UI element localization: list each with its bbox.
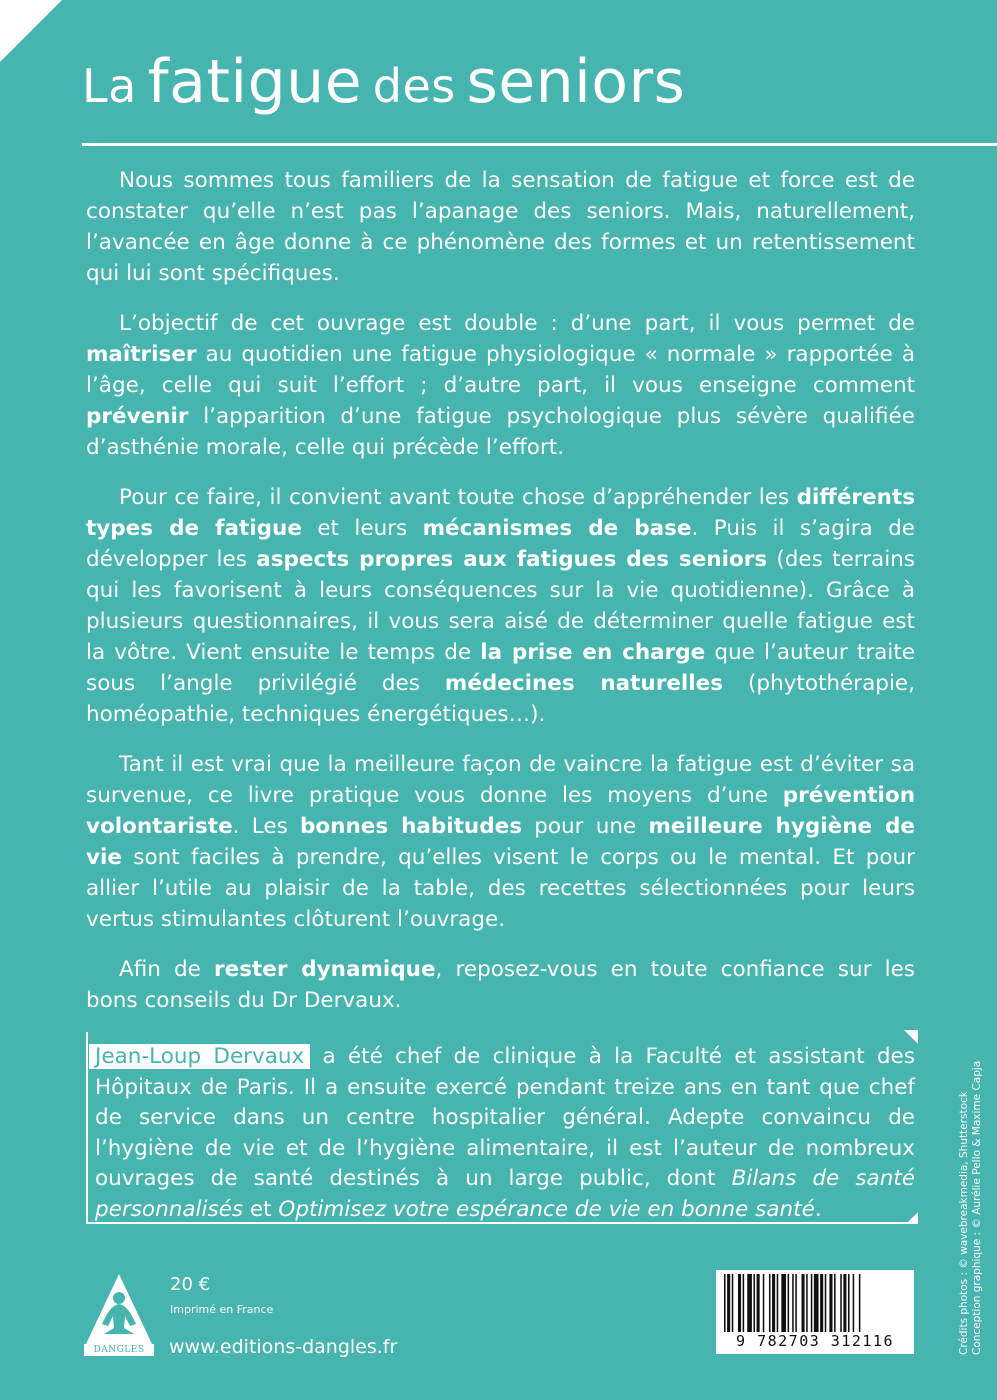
bio-book-1: Bilans de santé personnalisés bbox=[95, 1166, 916, 1222]
emphasis-text: meilleure hygiène de vie bbox=[86, 814, 915, 870]
barcode-bar bbox=[820, 1274, 823, 1336]
barcode-bar bbox=[859, 1274, 861, 1336]
barcode-bar bbox=[834, 1274, 836, 1336]
barcode-bar bbox=[777, 1274, 779, 1336]
paragraph-text: Afin de bbox=[119, 957, 215, 982]
blurb-paragraph bbox=[86, 954, 915, 1016]
paragraph-text: que l’auteur traite sous l’angle privilégié des bbox=[86, 640, 915, 696]
paragraph-text: l’apparition d’une fatigue psychologique plus sévère qualifiée d’asthénie morale, celle qui précède l’effort. bbox=[86, 404, 915, 460]
barcode-bar bbox=[772, 1274, 775, 1336]
emphasis-text: prévenir bbox=[86, 404, 189, 429]
barcode-bar bbox=[763, 1274, 765, 1336]
paragraph-text: . Les bbox=[232, 814, 301, 839]
barcode-bar bbox=[788, 1274, 790, 1336]
paragraph-text: pour une bbox=[522, 814, 649, 839]
corner-fold bbox=[0, 0, 62, 62]
paragraph-text: L’objectif de cet ouvrage est double : d’une part, il vous permet de bbox=[119, 311, 915, 336]
barcode-bar bbox=[757, 1274, 760, 1336]
meditation-figure-icon bbox=[84, 1272, 154, 1344]
blurb-text bbox=[86, 165, 915, 1035]
bio-book-2: Optimisez votre espérance de vie en bonne santé bbox=[278, 1196, 815, 1222]
paragraph-text: sont faciles à prendre, qu’elles visent le corps ou le mental. Et pour allier l’utile au plaisir de la table, des recettes sélectionnées pour leurs vertus stimulantes clôturent l’ouvrage. bbox=[86, 845, 915, 932]
barcode-bars bbox=[724, 1274, 906, 1336]
publisher-website: www.editions-dangles.fr bbox=[169, 1336, 398, 1358]
barcode bbox=[716, 1270, 914, 1354]
photo-credits bbox=[958, 1061, 984, 1355]
price: 20 € bbox=[170, 1274, 211, 1295]
barcode-bar bbox=[792, 1274, 794, 1336]
barcode-bar bbox=[753, 1274, 755, 1336]
title-word-fatigue: fatigue bbox=[147, 47, 363, 117]
paragraph-text: Nous sommes tous familiers de la sensation de fatigue et force est de constater qu’elle n’est pas l’apanage des seniors. Mais, naturellement, l’avancée en âge donne à ce phénomène des formes et un retentissement qui lui sont spécifiques. bbox=[86, 168, 915, 286]
barcode-bar bbox=[747, 1274, 752, 1336]
barcode-bar bbox=[727, 1274, 730, 1336]
printed-in: Imprimé en France bbox=[170, 1303, 274, 1316]
emphasis-text: rester dynamique bbox=[214, 957, 436, 982]
barcode-bar bbox=[724, 1274, 726, 1336]
barcode-bar bbox=[811, 1274, 813, 1336]
barcode-bar bbox=[802, 1274, 805, 1336]
barcode-bar bbox=[781, 1274, 786, 1336]
barcode-bar bbox=[843, 1274, 846, 1336]
barcode-bar bbox=[769, 1274, 771, 1336]
blurb-paragraph bbox=[86, 308, 915, 463]
isbn-number: 9 782703 312116 bbox=[716, 1332, 914, 1350]
blurb-paragraph bbox=[86, 482, 915, 730]
emphasis-text: différents types de fatigue bbox=[86, 485, 915, 541]
publisher-logo-label: DANGLES bbox=[84, 1344, 154, 1356]
credits-line-2: Conception graphique : © Aurélie Pello & Maxime Capja bbox=[971, 1060, 983, 1355]
emphasis-text: la prise en charge bbox=[480, 640, 706, 665]
emphasis-text: mécanismes de base bbox=[422, 516, 692, 541]
barcode-bar bbox=[732, 1274, 734, 1336]
title-word-la: La bbox=[82, 59, 137, 113]
bio-text-3: . bbox=[814, 1196, 822, 1222]
paragraph-text: au quotidien une fatigue physiologique « normale » rapportée à l’âge, celle qui suit l’effort ; d’autre part, il vous enseigne comment bbox=[86, 342, 915, 398]
barcode-bar bbox=[848, 1274, 850, 1336]
barcode-bar bbox=[829, 1274, 832, 1336]
barcode-bar bbox=[738, 1274, 741, 1336]
barcode-bar bbox=[795, 1274, 797, 1336]
credits-line-1: Crédits photos : © wavebreakmedia, Shutterstock bbox=[958, 1091, 970, 1355]
barcode-bar bbox=[840, 1274, 842, 1336]
emphasis-text: médecines naturelles bbox=[444, 671, 724, 696]
book-title bbox=[82, 47, 686, 117]
paragraph-text: (phytothérapie, homéopathie, techniques énergétiques…). bbox=[86, 671, 915, 727]
author-bio bbox=[95, 1042, 915, 1225]
publisher-logo bbox=[84, 1272, 154, 1354]
barcode-bar bbox=[806, 1274, 808, 1336]
emphasis-text: bonnes habitudes bbox=[300, 814, 522, 839]
barcode-bar bbox=[743, 1274, 745, 1336]
paragraph-text: (des terrains qui les favorisent à leurs conséquences sur la vie quotidienne). Grâce à plusieurs questionnaires, il vous sera aisé de déterminer quelle fatigue est la vôtre. Vient ensuite le temps de bbox=[86, 547, 916, 665]
paragraph-text: . Puis il s’agira de développer les bbox=[86, 516, 915, 572]
paragraph-text: Pour ce faire, il convient avant toute chose d’appréhender les bbox=[119, 485, 797, 510]
title-word-des: des bbox=[372, 59, 456, 113]
paragraph-text: et leurs bbox=[301, 516, 423, 541]
title-rule bbox=[82, 143, 997, 146]
bio-text-2: et bbox=[243, 1196, 279, 1222]
emphasis-text: aspects propres aux fatigues des seniors bbox=[256, 547, 768, 572]
barcode-bar bbox=[825, 1274, 827, 1336]
emphasis-text: prévention volontariste bbox=[86, 783, 915, 839]
emphasis-text: maîtriser bbox=[86, 342, 197, 367]
paragraph-text: Tant il est vrai que la meilleure façon de vaincre la fatigue est d’éviter sa survenue, ce livre pratique vous donne les moyens d’une bbox=[86, 752, 915, 808]
blurb-paragraph bbox=[86, 749, 915, 935]
barcode-bar bbox=[853, 1274, 855, 1336]
paragraph-text: , reposez-vous en toute confiance sur les bons conseils du Dr Dervaux. bbox=[86, 957, 916, 1013]
title-word-seniors: seniors bbox=[466, 47, 686, 117]
bio-text-1: a été chef de clinique à la Faculté et assistant des Hôpitaux de Paris. Il a ensuite exercé pendant treize ans en tant que chef de service dans un centre hospitalier général. Adepte convaincu de l’hygiène de vie et de l’hygiène alimentaire, il est l’auteur de nombreux ouvrages de santé destinés à un large public, dont bbox=[95, 1044, 915, 1191]
author-name: Jean-Loup Dervaux bbox=[89, 1044, 310, 1069]
blurb-paragraph bbox=[86, 165, 915, 289]
barcode-bar bbox=[814, 1274, 819, 1336]
